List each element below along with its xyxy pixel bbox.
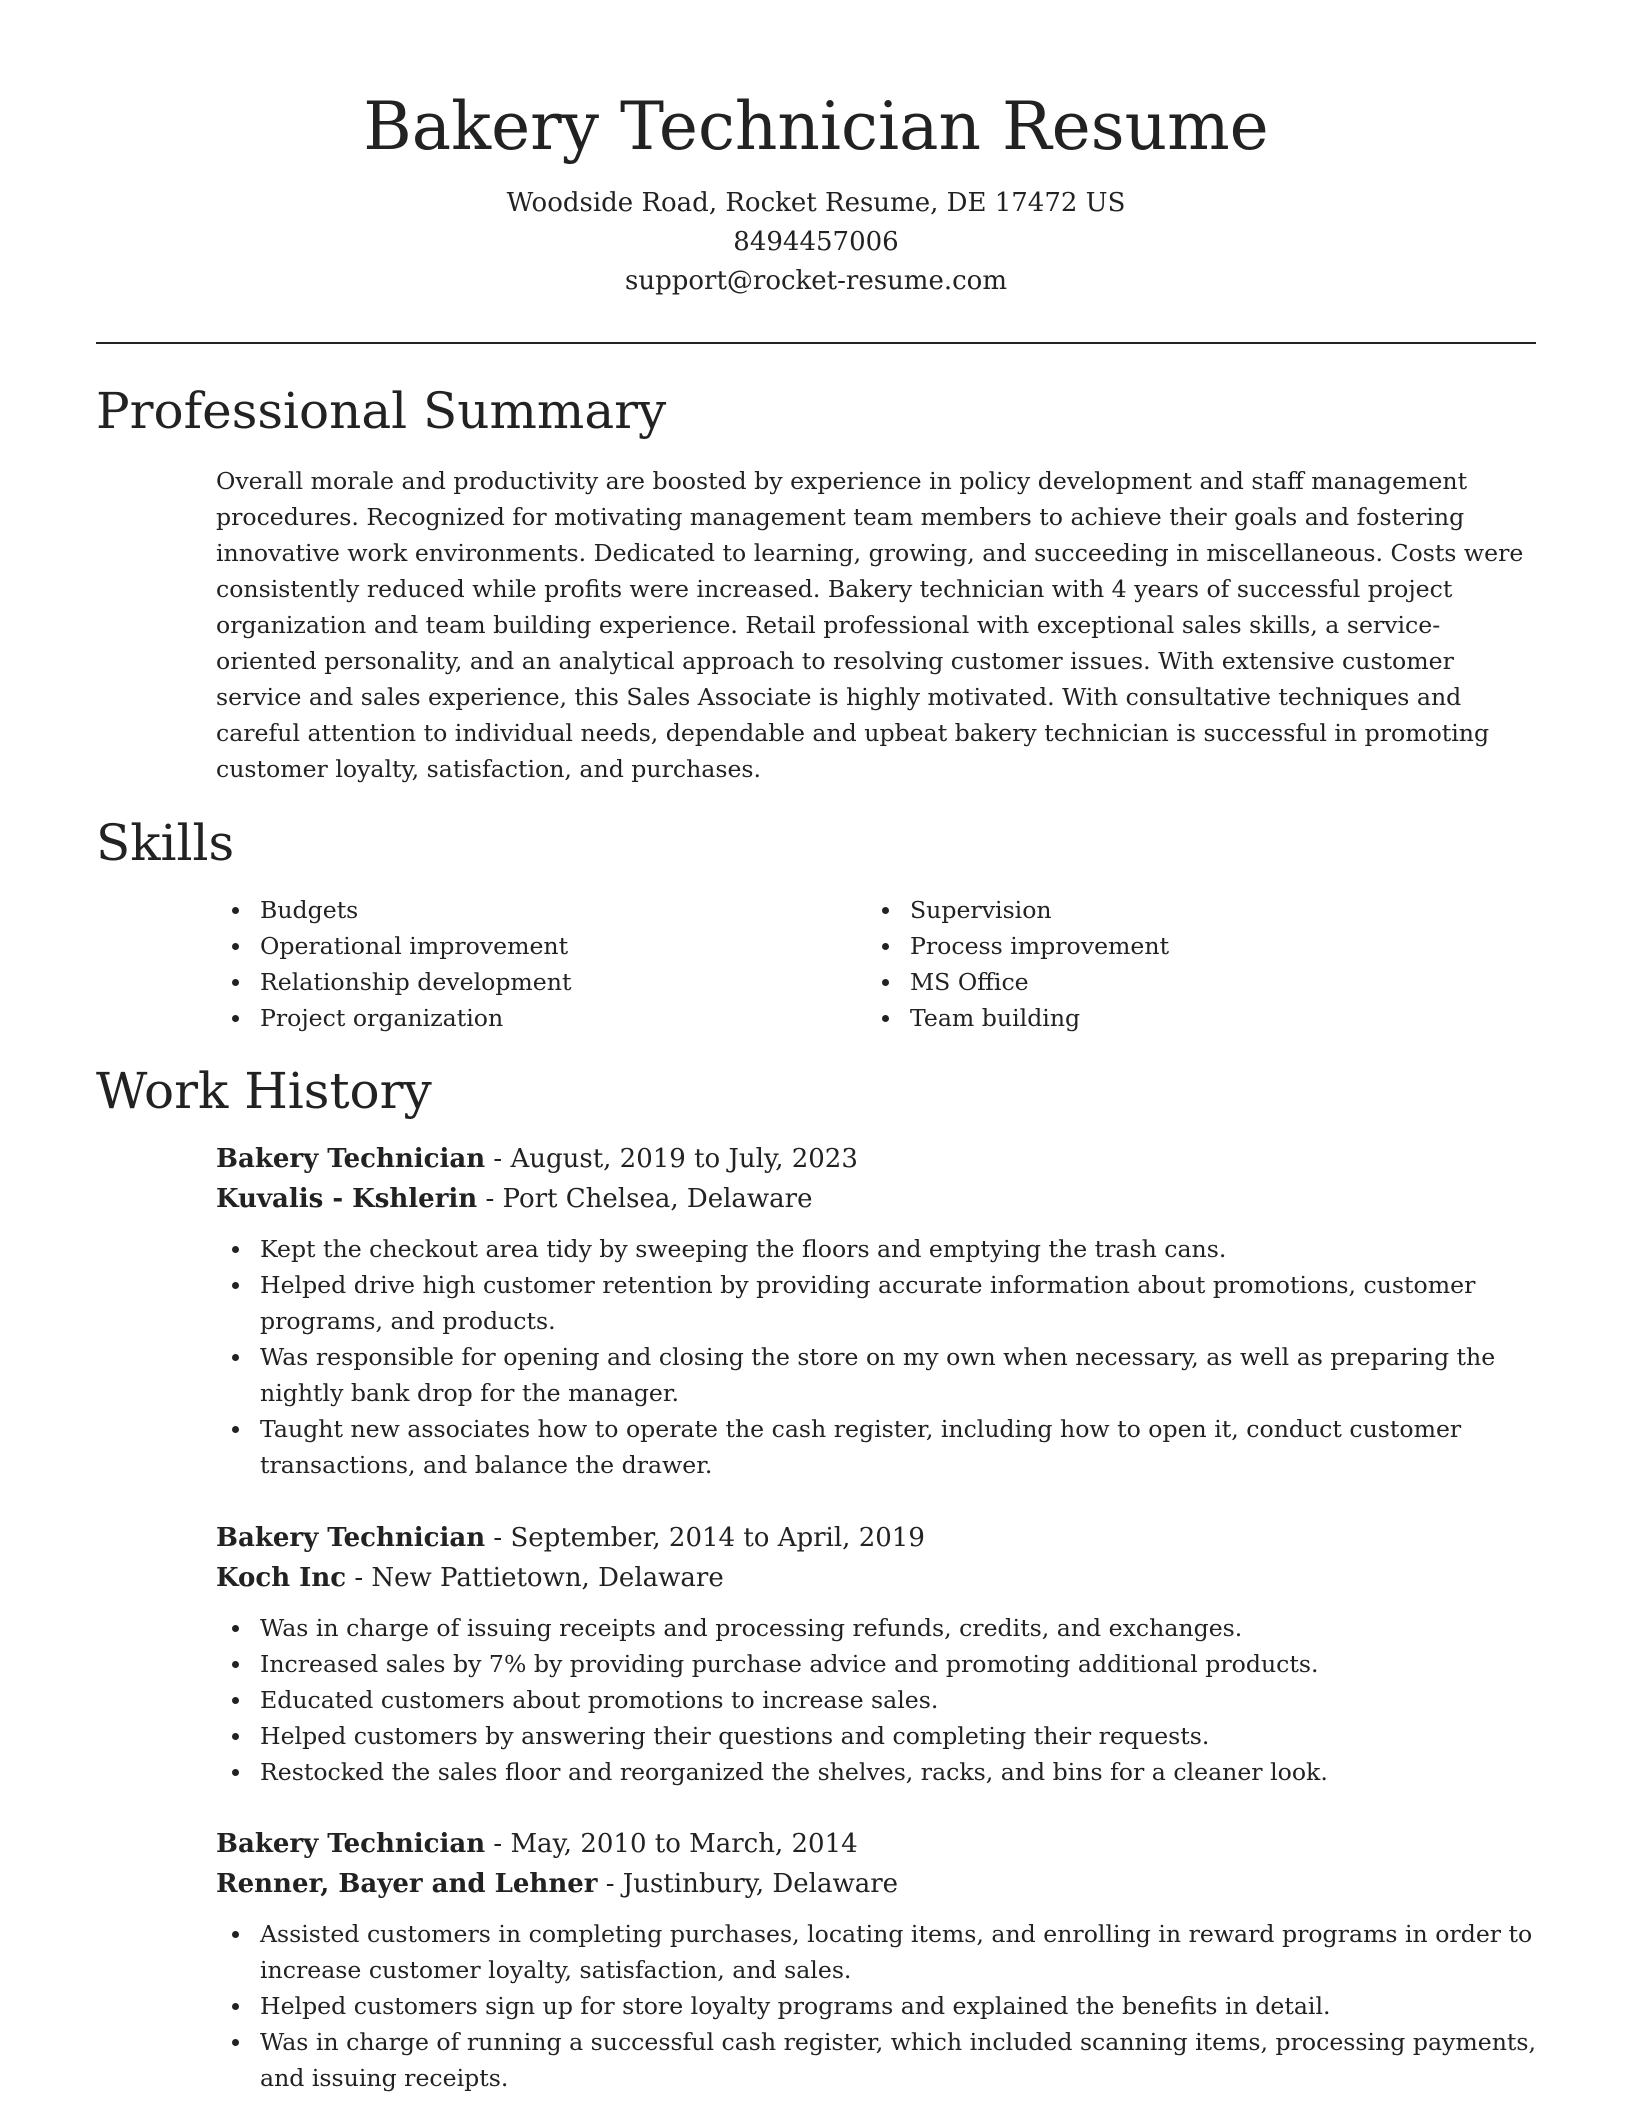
- job-company: Kuvalis - Kshlerin: [216, 1184, 478, 1214]
- skill-item: Budgets: [216, 892, 816, 928]
- contact-phone: 8494457006: [733, 227, 899, 257]
- skill-item: Process improvement: [866, 928, 1466, 964]
- skill-item: Relationship development: [216, 964, 816, 1000]
- job-dates: - August, 2019 to July, 2023: [485, 1144, 858, 1174]
- job-bullet-list: [216, 1916, 1536, 2096]
- job-company: Renner, Bayer and Lehner: [216, 1869, 598, 1899]
- job-company-line: [216, 1179, 1536, 1219]
- resume-header: [0, 84, 1632, 301]
- job-entry: [216, 1518, 1536, 1790]
- job-bullet-list: [216, 1610, 1536, 1790]
- resume-title: Bakery Technician Resume: [363, 88, 1269, 165]
- skill-item: MS Office: [866, 964, 1466, 1000]
- header-divider: [96, 342, 1536, 344]
- job-dates: - May, 2010 to March, 2014: [485, 1829, 858, 1859]
- job-bullet-list: [216, 1231, 1536, 1483]
- job-bullet: Restocked the sales floor and reorganized the shelves, racks, and bins for a cleaner look.: [216, 1754, 1536, 1790]
- job-location: - Port Chelsea, Delaware: [477, 1184, 813, 1214]
- job-bullet: Helped customers by answering their questions and completing their requests.: [216, 1718, 1536, 1754]
- section-title-skills: Skills: [96, 814, 235, 872]
- job-bullet: Increased sales by 7% by providing purchase advice and promoting additional products.: [216, 1646, 1536, 1682]
- section-title-work-history: Work History: [96, 1062, 432, 1120]
- job-bullet: Was responsible for opening and closing the store on my own when necessary, as well as preparing the nightly bank drop for the manager.: [216, 1339, 1536, 1411]
- skill-item: Project organization: [216, 1000, 816, 1036]
- job-dates: - September, 2014 to April, 2019: [485, 1523, 925, 1553]
- job-company: Koch Inc: [216, 1563, 347, 1593]
- job-title-line: [216, 1139, 1536, 1179]
- job-title: Bakery Technician: [216, 1523, 486, 1553]
- professional-summary-text: Overall morale and productivity are boosted by experience in policy development and staff management procedures. Recognized for motivating management team members to achieve their goals and fostering innovative work environments. Dedicated to learning, growing, and succeeding in miscellaneous. Costs were consistently reduced while profits were increased. Bakery technician with 4 years of successful project organization and team building experience. Retail professional with exceptional sales skills, a service-oriented personality, and an analytical approach to resolving customer issues. With extensive customer service and sales experience, this Sales Associate is highly motivated. With consultative techniques and careful attention to individual needs, dependable and upbeat bakery technician is successful in promoting customer loyalty, satisfaction, and purchases.: [216, 467, 1524, 783]
- job-bullet: Kept the checkout area tidy by sweeping the floors and emptying the trash cans.: [216, 1231, 1536, 1267]
- job-title: Bakery Technician: [216, 1829, 486, 1859]
- job-bullet: Taught new associates how to operate the cash register, including how to open it, conduct customer transactions, and balance the drawer.: [216, 1411, 1536, 1483]
- skill-item: Operational improvement: [216, 928, 816, 964]
- job-company-line: [216, 1864, 1536, 1904]
- job-entry: [216, 1824, 1536, 2096]
- job-bullet: Was in charge of issuing receipts and processing refunds, credits, and exchanges.: [216, 1610, 1536, 1646]
- skill-item: Supervision: [866, 892, 1466, 928]
- job-bullet: Was in charge of running a successful cash register, which included scanning items, processing payments, and issuing receipts.: [216, 2024, 1536, 2096]
- job-bullet: Assisted customers in completing purchases, locating items, and enrolling in reward programs in order to increase customer loyalty, satisfaction, and sales.: [216, 1916, 1536, 1988]
- job-company-line: [216, 1558, 1536, 1598]
- job-bullet: Helped customers sign up for store loyalty programs and explained the benefits in detail.: [216, 1988, 1536, 2024]
- job-title: Bakery Technician: [216, 1144, 486, 1174]
- job-location: - New Pattietown, Delaware: [346, 1563, 724, 1593]
- job-bullet: Helped drive high customer retention by providing accurate information about promotions, customer programs, and products.: [216, 1267, 1536, 1339]
- contact-address: Woodside Road, Rocket Resume, DE 17472 US: [506, 188, 1126, 218]
- job-title-line: [216, 1518, 1536, 1558]
- skill-item: Team building: [866, 1000, 1466, 1036]
- section-title-summary: Professional Summary: [96, 382, 667, 440]
- job-entry: [216, 1139, 1536, 1483]
- skills-list-left: [216, 892, 816, 1036]
- skills-list-right: [866, 892, 1466, 1036]
- job-location: - Justinbury, Delaware: [597, 1869, 899, 1899]
- job-title-line: [216, 1824, 1536, 1864]
- contact-email: support@rocket-resume.com: [624, 266, 1007, 296]
- job-bullet: Educated customers about promotions to increase sales.: [216, 1682, 1536, 1718]
